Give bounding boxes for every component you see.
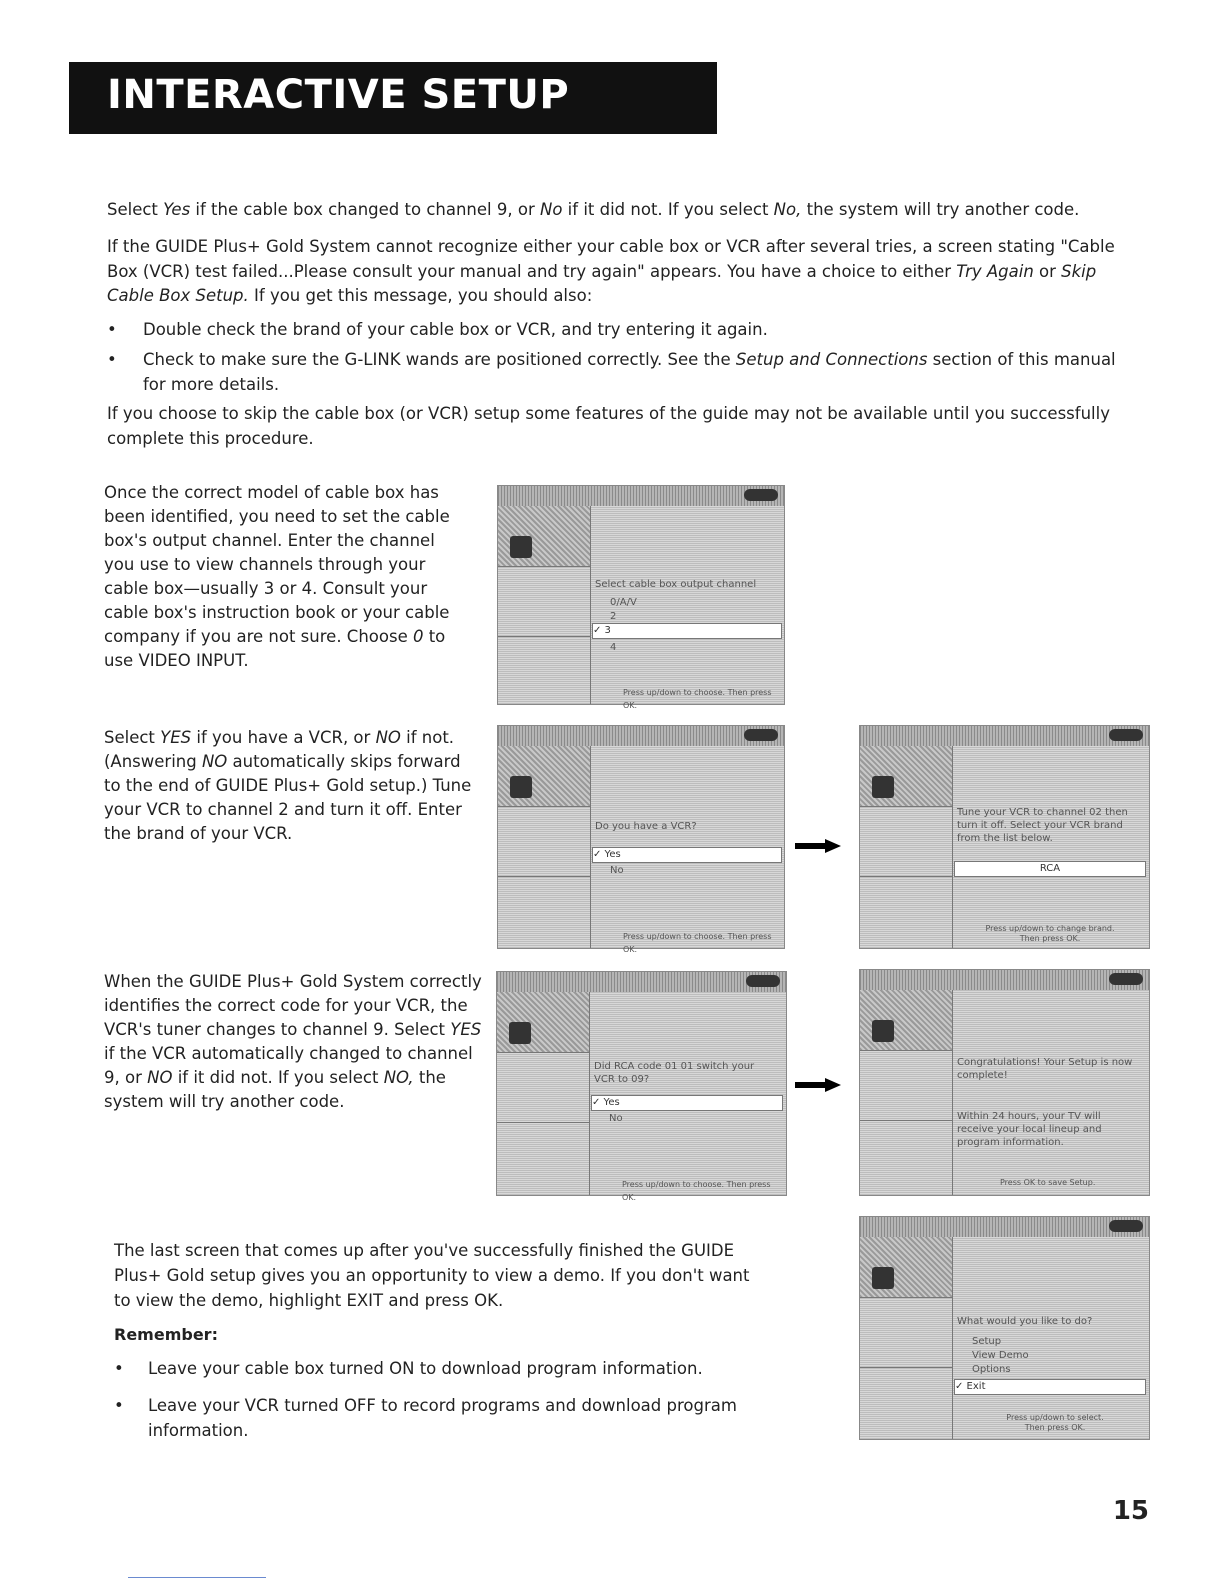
satellite-icon	[510, 536, 532, 558]
last-screen-paragraph: The last screen that comes up after you've successfully finished the GUIDE Plus+ Gold setup gives you an opportunity to view a demo. If you don't want to view the demo, highlight EXIT and press OK.	[114, 1241, 750, 1310]
screen-option: 0/A/V	[610, 597, 637, 608]
screen-vcr-brand	[859, 725, 1150, 949]
screen-vcr-code	[496, 971, 787, 1202]
screen-option: 2	[610, 611, 617, 622]
screen-option: Options	[972, 1364, 1011, 1375]
satellite-icon	[510, 776, 532, 798]
screen-prompt: Do you have a VCR?	[595, 821, 697, 832]
screen-option: No	[609, 1113, 623, 1124]
screen-prompt: Congratulations! Your Setup is now complete!	[957, 1057, 1133, 1081]
section-vcr-code: When the GUIDE Plus+ Gold System correctly identifies the correct code for your VCR, the VCR's tuner changes to channel 9. Select YES if the VCR automatically changed to channel 9, or NO if it did not. If you select NO, the system will try another code.	[104, 972, 482, 1111]
intro-paragraph-2: If the GUIDE Plus+ Gold System cannot recognize either your cable box or VCR after several tries, a screen stating "Cable Box (VCR) test failed...Please consult your manual and try again" appears. You have a choice to either Try Again or Skip Cable Box Setup. If you get this message, you should also:	[107, 237, 1115, 305]
footer-link-line	[128, 1577, 266, 1578]
screen-option: View Demo	[972, 1350, 1029, 1361]
screen-option: Setup	[972, 1336, 1002, 1347]
guide-logo-icon	[1109, 973, 1143, 985]
arrow-right-icon	[795, 1078, 841, 1092]
screen-demo-menu	[859, 1216, 1150, 1440]
page-header	[69, 62, 717, 134]
screen-footer: Press up/down to choose. Then press OK.	[623, 688, 772, 710]
screen-footer: Press up/down to choose. Then press OK.	[623, 932, 772, 954]
screen-footer: Press up/down to select. Then press OK.	[1006, 1413, 1104, 1432]
page-title: INTERACTIVE SETUP	[107, 72, 570, 118]
screen-prompt: What would you like to do?	[957, 1316, 1093, 1327]
screen-option: 4	[610, 642, 617, 653]
screen-option-selected: ✓ Exit	[954, 1379, 1146, 1395]
screen-footer: Press OK to save Setup.	[1000, 1178, 1096, 1187]
screen-option-selected: RCA	[954, 861, 1146, 877]
arrow-right-icon	[795, 839, 841, 853]
screen-prompt: Select cable box output channel	[595, 579, 757, 590]
guide-logo-icon	[1109, 729, 1143, 741]
screen-setup-complete	[859, 969, 1150, 1196]
guide-logo-icon	[1109, 1220, 1143, 1232]
intro-bullet-2: • Check to make sure the G-LINK wands are positioned correctly. See the Setup and Connections section of this manual for more details.	[107, 350, 1116, 394]
page-number: 15	[1112, 1496, 1149, 1526]
satellite-icon	[872, 1267, 894, 1289]
section-vcr-question: Select YES if you have a VCR, or NO if not. (Answering NO automatically skips forward to the end of GUIDE Plus+ Gold setup.) Tune your VCR to channel 2 and turn it off. Enter the brand of your VCR.	[104, 728, 472, 843]
screen-option-selected: ✓ 3	[592, 623, 782, 639]
guide-logo-icon	[744, 489, 778, 501]
screen-option: No	[610, 865, 624, 876]
satellite-icon	[509, 1022, 531, 1044]
screen-option-selected: ✓ Yes	[591, 1095, 783, 1111]
screen-footer: Press up/down to choose. Then press OK.	[622, 1180, 771, 1202]
satellite-icon	[872, 776, 894, 798]
guide-logo-icon	[746, 975, 780, 987]
guide-logo-icon	[744, 729, 778, 741]
screen-prompt: Tune your VCR to channel 02 then turn it off. Select your VCR brand from the list below.	[957, 807, 1128, 844]
intro-paragraph-1: Select Yes if the cable box changed to channel 9, or No if it did not. If you select No, the system will try another code.	[107, 200, 1080, 219]
satellite-icon	[872, 1020, 894, 1042]
screen-prompt: Did RCA code 01 01 switch your VCR to 09?	[594, 1061, 755, 1085]
screen-cable-output	[497, 485, 785, 710]
screen-vcr-question	[497, 725, 785, 954]
section-cable-output: Once the correct model of cable box has been identified, you need to set the cable box's output channel. Enter the channel you use to view channels through your cable box—usually 3 or 4. Consult your cable box's instruction book or your cable company if you are not sure. Choose 0 to use VIDEO INPUT.	[104, 483, 450, 670]
remember-heading: Remember:	[114, 1325, 218, 1344]
intro-paragraph-3: If you choose to skip the cable box (or VCR) setup some features of the guide may not be available until you successfully complete this procedure.	[107, 404, 1110, 448]
screen-body: Within 24 hours, your TV will receive your local lineup and program information.	[957, 1111, 1102, 1148]
screen-footer: Press up/down to change brand. Then press OK.	[985, 924, 1115, 943]
remember-bullet-2: • Leave your VCR turned OFF to record programs and download program information.	[114, 1396, 737, 1440]
screen-option-selected: ✓ Yes	[592, 847, 782, 863]
